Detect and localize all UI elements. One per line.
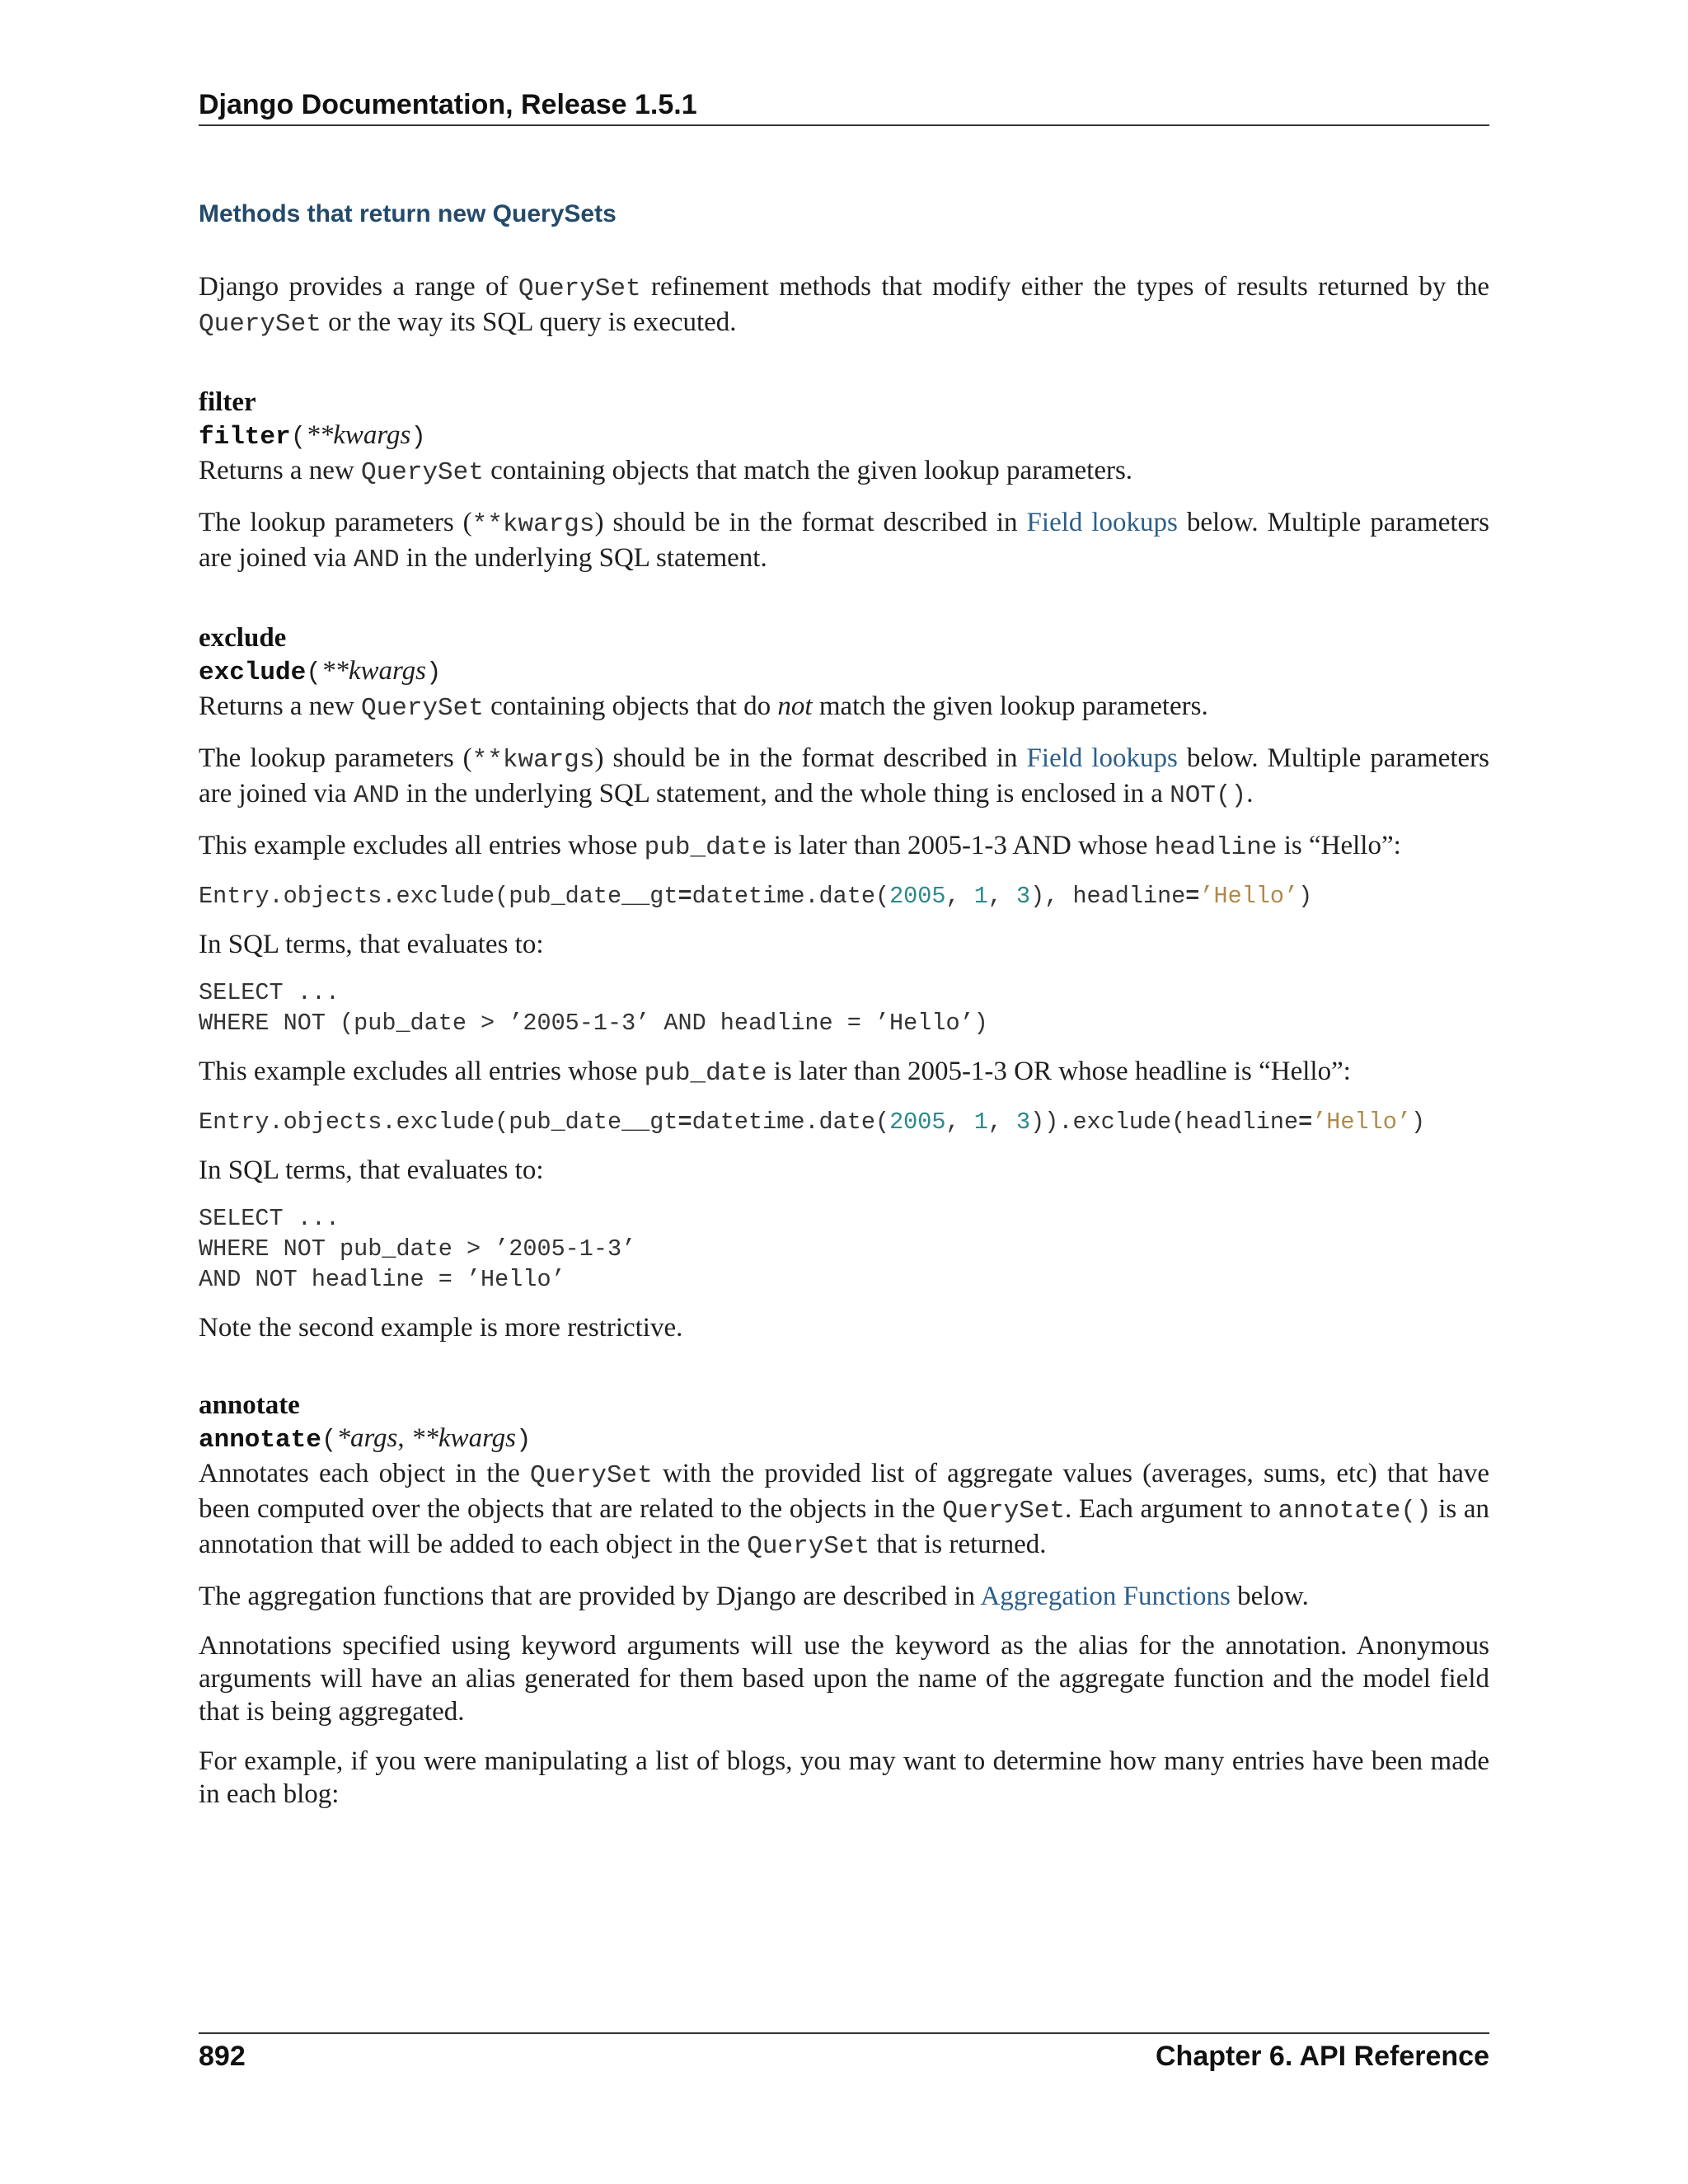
method-signature-exclude: exclude(**kwargs) xyxy=(199,656,442,687)
intro-paragraph: Django provides a range of QuerySet refinement methods that modify either the types of results returned by the QuerySet or the way its SQL query is executed. xyxy=(199,272,1490,339)
method-title-filter: filter xyxy=(199,387,256,417)
exclude-note: Note the second example is more restrictive. xyxy=(199,1313,683,1343)
filter-lookup-paragraph: The lookup parameters (**kwargs) should be in the format described in Field lookups below. Multiple parameters are joined via AND in the underlying SQL statement. xyxy=(199,508,1489,574)
annotate-aggregation-paragraph: The aggregation functions that are provided by Django are described in Aggregation Functions below. xyxy=(199,1582,1309,1611)
code-block-sql-2: SELECT ... WHERE NOT pub_date > ’2005-1-3’ AND NOT headline = ’Hello’ xyxy=(199,1205,636,1293)
exclude-description: Returns a new QuerySet containing objects that do not match the given lookup parameters. xyxy=(199,691,1208,723)
inline-code: QuerySet xyxy=(199,310,321,339)
code-block-python-1: Entry.objects.exclude(pub_date__gt=datetime.date(2005, 1, 3), headline=’Hello’) xyxy=(199,883,1313,910)
sql-intro-1: In SQL terms, that evaluates to: xyxy=(199,930,544,959)
field-lookups-link[interactable]: Field lookups xyxy=(1026,743,1178,773)
exclude-lookup-paragraph: The lookup parameters (**kwargs) should be in the format described in Field lookups below. Multiple parameters are joined via AND in the underlying SQL statement, and the whole thing is enclosed in a NOT(). xyxy=(199,743,1489,810)
method-signature-filter: filter(**kwargs) xyxy=(199,420,426,452)
filter-description: Returns a new QuerySet containing objects that match the given lookup parameters. xyxy=(199,456,1133,487)
inline-code: QuerySet xyxy=(518,274,641,303)
sql-intro-2: In SQL terms, that evaluates to: xyxy=(199,1155,544,1185)
code-block-python-2: Entry.objects.exclude(pub_date__gt=datetime.date(2005, 1, 3)).exclude(headline=’Hello’) xyxy=(199,1108,1426,1136)
chapter-title: Chapter 6. API Reference xyxy=(1156,2041,1489,2072)
section-heading: Methods that return new QuerySets xyxy=(199,200,617,227)
page-number: 892 xyxy=(199,2041,246,2072)
method-title-exclude: exclude xyxy=(199,623,287,653)
running-footer xyxy=(199,2032,1489,2073)
aggregation-functions-link[interactable]: Aggregation Functions xyxy=(980,1582,1231,1611)
exclude-example1-intro: This example excludes all entries whose pub_date is later than 2005-1-3 AND whose headline is “Hello”: xyxy=(199,831,1401,862)
method-title-annotate: annotate xyxy=(199,1390,300,1420)
code-block-sql-1: SELECT ... WHERE NOT (pub_date > ’2005-1-3’ AND headline = ’Hello’) xyxy=(199,979,988,1037)
running-header: Django Documentation, Release 1.5.1 xyxy=(199,89,1489,126)
annotate-alias-paragraph: Annotations specified using keyword arguments will use the keyword as the alias for the annotation. Anonymous arguments will have an alias generated for them based upon the name of the aggregate function and the model field that is being aggregated. xyxy=(199,1631,1489,1727)
field-lookups-link[interactable]: Field lookups xyxy=(1026,508,1178,537)
exclude-example2-intro: This example excludes all entries whose pub_date is later than 2005-1-3 OR whose headline is “Hello”: xyxy=(199,1057,1351,1088)
annotate-description: Annotates each object in the QuerySet with the provided list of aggregate values (averages, sums, etc) that have been computed over the objects that are related to the objects in the QuerySet. Each argument to annotate() is an annotation that will be added to each object in the QuerySet that is returned. xyxy=(199,1459,1489,1561)
annotate-example-paragraph: For example, if you were manipulating a list of blogs, you may want to determine how many entries have been made in each blog: xyxy=(199,1746,1489,1809)
page-content xyxy=(199,198,1489,1827)
method-signature-annotate: annotate(*args, **kwargs) xyxy=(199,1423,532,1455)
